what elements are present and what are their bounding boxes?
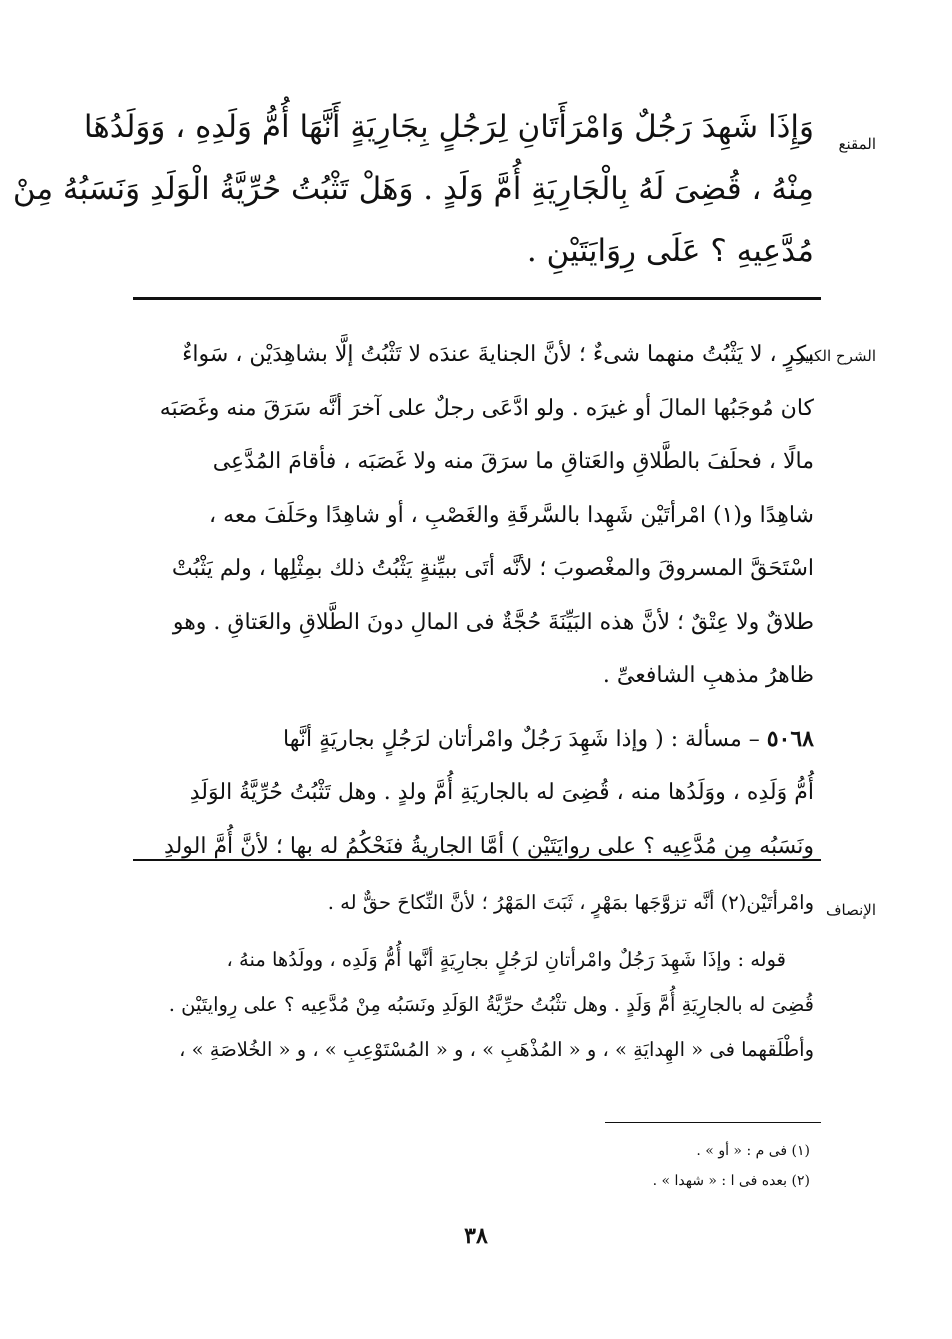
muqni-line: مِنْهُ ، قُضِىَ لَهُ بِالْجَارِيَةِ أُمَّ وَلَدٍ . وَهَلْ تَثْبُتُ حُرِّيَّةُ الْوَلَدِ وَنَسَبُهُ مِنْ bbox=[12, 171, 814, 207]
sharh-line: اسْتَحَقَّ المسروقَ والمغْصوبَ ؛ لأنَّه أتَى ببيِّنةٍ يَثْبُتُ ذلك بمِثْلِها ، ولم يَثْبُتْ bbox=[171, 556, 814, 581]
insaf-first-line: وامْرأتَيْن(٢) أنَّه تزوَّجَها بمَهْرٍ ، ثَبَتَ المَهْرُ ؛ لأنَّ النِّكاحَ حقٌّ له . bbox=[327, 891, 814, 914]
masala-line: – مسألة : ( وإذا شَهِدَ رَجُلٌ وامْرأتان لرَجُلٍ بجاريَةٍ أنَّها bbox=[283, 726, 760, 752]
section-divider bbox=[133, 859, 821, 861]
masala-number: ٥٠٦٨ bbox=[766, 725, 814, 752]
insaf-text bbox=[130, 880, 814, 1072]
insaf-section bbox=[0, 880, 952, 1120]
sharh-line: كان مُوجَبُها المالَ أو غيرَه . ولو ادَّعَى رجلٌ على آخرَ أنَّه سَرَقَ منه وغَصَبَه bbox=[159, 395, 814, 421]
masala-line: أُمُّ وَلَدِه ، ووَلَدُها منه ، قُضِىَ له بالجاريَةِ أُمَّ ولدٍ . وهل تَثْبُتُ حُرِّيَّةُ الوَلَدِ bbox=[189, 780, 814, 805]
muqni-text bbox=[12, 96, 814, 282]
insaf-label: الإنصاف bbox=[825, 901, 876, 919]
sharh-line: مالًا ، فحلَفَ بالطَّلاقِ والعَتاقِ ما سرَقَ منه ولا غَصَبَه ، فأقامَ المُدَّعِى bbox=[212, 449, 814, 474]
sharh-line: شاهِدًا و(١) امْرأتَيْن شَهِدا بالسَّرقَةِ والغَصْبِ ، أو شاهِدًا وحَلَفَ معه ، bbox=[209, 502, 814, 528]
footnote-1: (١) فى م : « أو » . bbox=[696, 1143, 810, 1159]
muqni-line: وَإِذَا شَهِدَ رَجُلٌ وَامْرَأَتَانِ لِرَجُلٍ بِجَارِيَةٍ أَنَّهَا أُمُّ وَلَدِهِ ، وَوَلَدُهَا bbox=[83, 109, 814, 145]
sharh-text bbox=[130, 328, 814, 873]
masala-first-line bbox=[130, 713, 814, 767]
masala-line: ونَسَبُه مِن مُدَّعِيه ؟ على روايَتَيْن ) أمَّا الجاريةُ فنَحْكُمُ له بها ؛ لأنَّ أُمَّ الولدِ bbox=[164, 833, 814, 859]
footnote-rule bbox=[605, 1122, 821, 1123]
muqni-label: المقنع bbox=[838, 135, 876, 153]
sharh-line: طلاقٌ ولا عِتْقٌ ؛ لأنَّ هذه البَيِّنَةَ حُجَّةٌ فى المالِ دونَ الطَّلاقِ والعَتاقِ . وهو bbox=[172, 609, 814, 635]
muqni-line: مُدَّعِيهِ ؟ عَلَى رِوَايَتَيْنِ . bbox=[526, 233, 814, 269]
section-divider bbox=[133, 297, 821, 300]
page-number: ٣٨ bbox=[464, 1223, 488, 1249]
sharh-section bbox=[0, 328, 952, 859]
insaf-line: وأطْلَقهما فى « الهِدايَةِ » ، و « المُذْهَبِ » ، و « المُسْتَوْعِبِ » ، و « الخُلاصَةِ » ، bbox=[179, 1038, 814, 1061]
sharh-line: بكرٍ ، لا يَثْبُتُ منهما شىءٌ ؛ لأنَّ الجنايةَ عندَه لا تَثْبُتُ إلَّا بشاهِدَيْن ، سَواءٌ bbox=[182, 342, 814, 367]
footnotes bbox=[410, 1136, 810, 1196]
insaf-line: قوله : وإذَا شَهِدَ رَجُلٌ وامْرأتانِ لرَجُلٍ بجارِيَةٍ أنَّها أُمُّ وَلَدِه ، وولَدُها منهُ ، bbox=[226, 948, 786, 971]
sharh-line: ظاهرُ مذهبِ الشافعىِّ . bbox=[602, 663, 814, 688]
footnote-2: (٢) بعده فى ا : « شهدا » . bbox=[652, 1173, 810, 1189]
muqni-section bbox=[0, 96, 952, 296]
insaf-line: قُضِىَ له بالجارِيَةِ أُمَّ وَلَدٍ . وهل تثْبُتُ حرِّيَّةُ الوَلَدِ ونَسَبُه مِنْ مُدَّعِيه ؟ على رِوايتَيْن . bbox=[168, 993, 814, 1016]
sharh-label: الشرح الكبير bbox=[796, 347, 876, 365]
